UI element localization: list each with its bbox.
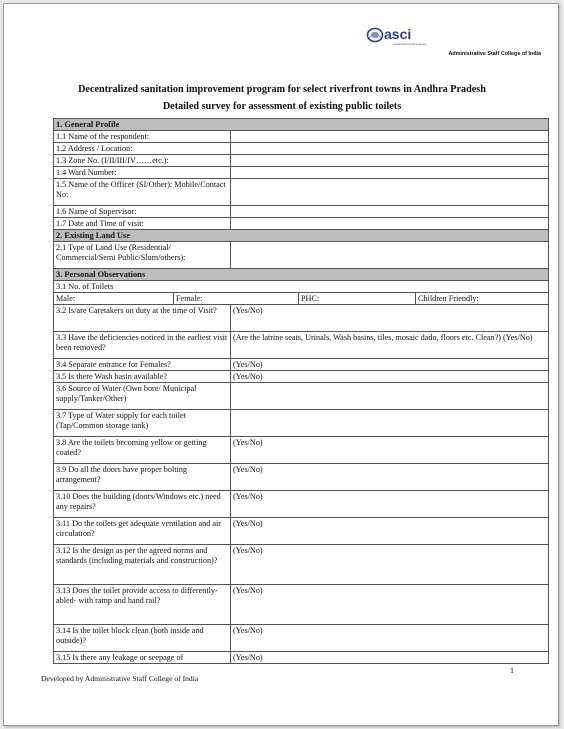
table-row [54, 305, 549, 332]
phc-count-field[interactable]: PHC: [299, 293, 416, 305]
survey-table [53, 118, 549, 664]
field-value[interactable] [231, 206, 549, 218]
field-value[interactable] [231, 218, 549, 230]
field-answer[interactable]: (Yes/No) [231, 518, 549, 545]
footer-credit: Developed by Administrative Staff College of India [41, 674, 199, 683]
field-answer[interactable]: (Are the latrine seats, Urinals, Wash basins, tiles, mosaic dado, floors etc. Clean?) (Yes/No) [231, 332, 549, 359]
field-label: 1.1 Name of the respondent: [54, 131, 231, 143]
field-answer[interactable]: (Yes/No) [231, 359, 549, 371]
field-value[interactable] [231, 410, 549, 437]
table-row [54, 206, 549, 218]
institution-name: Administrative Staff College of India [448, 51, 541, 57]
page-number: 1 [510, 666, 514, 675]
table-row [54, 359, 549, 371]
table-row [54, 437, 549, 464]
table-row [54, 464, 549, 491]
field-label: 3.4 Separate entrance for Females? [54, 359, 231, 371]
table-row [54, 167, 549, 179]
table-row [54, 585, 549, 625]
document-title: Decentralized sanitation improvement program for select riverfront towns in Andhra Pradesh [78, 84, 486, 95]
field-value[interactable] [231, 167, 549, 179]
field-label: 3.7 Type of Water supply for each toilet (Tap/Common storage tank) [54, 410, 231, 437]
field-answer[interactable]: (Yes/No) [231, 585, 549, 625]
children-friendly-field[interactable]: Children Friendly: [416, 293, 549, 305]
field-label: 3.15 Is there any leakage or seepage of [54, 652, 231, 664]
field-label: 3.12 Is the design as per the agreed norms and standards (including materials and construction)? [54, 545, 231, 585]
field-answer[interactable]: (Yes/No) [231, 491, 549, 518]
document-subtitle: Detailed survey for assessment of existing public toilets [162, 101, 402, 112]
table-row [54, 625, 549, 652]
section-title: 2. Existing Land Use [54, 230, 549, 242]
table-row [54, 179, 549, 206]
field-label: 3.11 Do the toilets get adequate ventilation and air circulation? [54, 518, 231, 545]
table-row [54, 143, 549, 155]
field-answer[interactable]: (Yes/No) [231, 464, 549, 491]
field-label: 1.2 Address / Location: [54, 143, 231, 155]
logo-text: asci [384, 26, 412, 42]
section-title: 1. General Profile [54, 119, 549, 131]
field-answer[interactable]: (Yes/No) [231, 545, 549, 585]
field-value[interactable] [231, 242, 549, 269]
field-answer[interactable]: (Yes/No) [231, 652, 549, 664]
field-label: 3.14 Is the toilet block clean (both inside and outside)? [54, 625, 231, 652]
field-answer[interactable]: (Yes/No) [231, 437, 549, 464]
field-value[interactable] [231, 143, 549, 155]
field-label: 3.2 Is/are Caretakers on duty at the time of Visit? [54, 305, 231, 332]
table-row [54, 371, 549, 383]
male-count-field[interactable]: Male: [54, 293, 174, 305]
table-row [54, 545, 549, 585]
field-label: 2.1 Type of Land Use (Residential/ Commercial/Semi Public/Slum/others): [54, 242, 231, 269]
asci-logo [366, 26, 426, 48]
section-header [54, 119, 549, 131]
field-label: 3.1 No. of Toilets [54, 281, 549, 293]
table-row [54, 242, 549, 269]
section-header [54, 230, 549, 242]
field-value[interactable] [231, 179, 549, 206]
table-row [54, 652, 549, 664]
table-row [54, 383, 549, 410]
table-row [54, 491, 549, 518]
toilet-count-row [54, 293, 549, 305]
field-label: 1.4 Ward Number: [54, 167, 231, 179]
field-label: 3.9 Do all the doors have proper bolting arrangement? [54, 464, 231, 491]
field-label: 1.7 Date and Time of visit: [54, 218, 231, 230]
field-value[interactable] [231, 383, 549, 410]
table-row [54, 131, 549, 143]
field-label: 3.5 Is there Wash basin available? [54, 371, 231, 383]
field-answer[interactable]: (Yes/No) [231, 305, 549, 332]
field-answer[interactable]: (Yes/No) [231, 371, 549, 383]
table-row [54, 281, 549, 293]
field-label: 1.3 Zone No. (I/II/III/IV……etc.): [54, 155, 231, 167]
field-label: 1.5 Name of the Officer (SI/Other): Mobile/Contact No: [54, 179, 231, 206]
field-label: 3.6 Source of Water (Own bore/ Municipal supply/Tanker/Other) [54, 383, 231, 410]
section-header [54, 269, 549, 281]
field-label: 3.10 Does the building (doors/Windows etc.) need any repairs? [54, 491, 231, 518]
field-label: 3.3 Have the deficiencies noticed in the earliest visit been removed? [54, 332, 231, 359]
field-label: 3.8 Are the toilets becoming yellow or getting coated? [54, 437, 231, 464]
field-label: 3.13 Does the toilet provide access to differently-abled- with ramp and hand rail? [54, 585, 231, 625]
field-answer[interactable]: (Yes/No) [231, 625, 549, 652]
table-row [54, 410, 549, 437]
field-value[interactable] [231, 155, 549, 167]
table-row [54, 218, 549, 230]
table-row [54, 155, 549, 167]
table-row [54, 518, 549, 545]
logo-tagline: Leadership through Learning [393, 43, 426, 46]
table-row [54, 332, 549, 359]
document-page [3, 3, 559, 726]
female-count-field[interactable]: Female: [174, 293, 299, 305]
section-title: 3. Personal Observations [54, 269, 549, 281]
field-label: 1.6 Name of Supervisor: [54, 206, 231, 218]
field-value[interactable] [231, 131, 549, 143]
